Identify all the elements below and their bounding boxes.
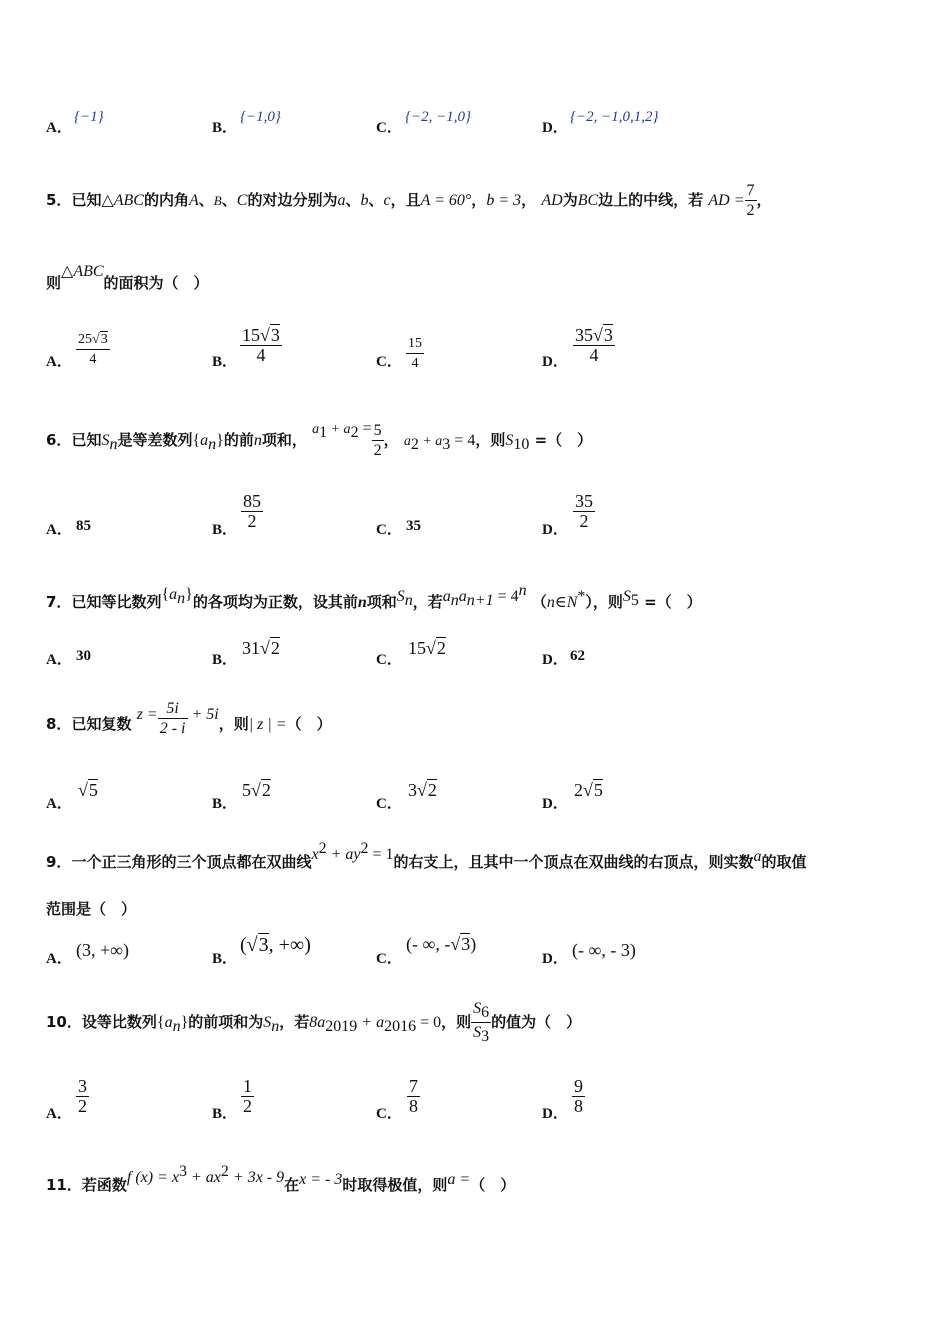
option-label-c: C． <box>376 1106 402 1122</box>
option-c-value: 15√2 <box>408 638 446 658</box>
option-b-value: {−1,0} <box>240 109 281 125</box>
numerator: 7 <box>409 1076 418 1096</box>
stem-text: ， <box>471 191 487 209</box>
stem-text: ，且 <box>390 191 421 209</box>
option-label-b: B． <box>212 120 238 136</box>
paren: ( <box>240 934 247 956</box>
fraction <box>471 999 491 1046</box>
option-label-c: C． <box>376 652 402 668</box>
option-label-b: B． <box>212 522 238 538</box>
option-label-c: C． <box>376 354 402 370</box>
superscript: * <box>577 588 586 605</box>
stem-text: ， <box>383 431 399 449</box>
option-label-b: B． <box>212 1106 238 1122</box>
option-c-value: 3√2 <box>408 780 437 800</box>
stem-text: 的各项均为正数，设其前 <box>192 593 358 611</box>
coef: 5 <box>242 780 251 800</box>
question-6-stem: 6．已知$S_n$是等差数列$\{a_n\}$的前n项和， $a_1 + a_2$ = $\frac{5}{2}$ ， $a_2 + a_3 = 4$，则$S_{10}$ =（ ） <box>46 420 593 459</box>
numerator: S <box>473 999 482 1017</box>
paren: (- ∞, - <box>406 934 451 954</box>
numerator: 35 <box>575 491 593 511</box>
denominator: 2 <box>78 1096 87 1116</box>
fraction <box>158 699 188 738</box>
superscript: 2 <box>360 840 369 857</box>
denominator: 4 <box>411 356 419 371</box>
option-label-b: B． <box>212 354 238 370</box>
math-condition: A = 60° <box>420 192 472 209</box>
option-b-value: 5√2 <box>242 780 271 800</box>
coef: 2 <box>574 780 583 800</box>
math-expr: = 4 <box>493 588 519 605</box>
stem-text: 已知 <box>71 191 102 209</box>
denominator: 2 <box>373 442 382 459</box>
stem-text: ），则 <box>585 593 623 611</box>
stem-text: ， <box>756 191 772 209</box>
radicand: 5 <box>593 780 603 800</box>
numerator: 5i <box>158 699 188 719</box>
math-expr: + a <box>418 434 443 449</box>
stem-text: 在 <box>284 1176 300 1194</box>
subscript: 2 <box>350 424 359 441</box>
math-expr: + 3x - 9 <box>228 1169 285 1186</box>
denominator: 4 <box>89 352 97 367</box>
radicand: 3 <box>603 325 613 345</box>
denominator: 2 <box>746 202 755 219</box>
stem-text: =（ ） <box>638 593 702 611</box>
option-b-fraction <box>241 1077 254 1116</box>
question-number: 7． <box>46 593 72 611</box>
math-expr: | z | = <box>248 716 287 733</box>
option-label-a: A． <box>46 120 72 136</box>
option-d-value: {−2, −1,0,1,2} <box>570 109 659 125</box>
math-expr: x = - 3 <box>299 1171 343 1188</box>
stem-text: ， <box>521 191 537 209</box>
coef: 3 <box>408 780 417 800</box>
stem-text: 项和， <box>261 431 307 449</box>
math-var: n <box>357 594 367 611</box>
math-var: A <box>189 192 199 209</box>
coef: 15 <box>408 638 426 658</box>
radicand: 2 <box>436 638 446 658</box>
radicand: 5 <box>88 780 98 800</box>
math-expr: = 1 <box>368 846 394 863</box>
numerator: 1 <box>243 1076 252 1096</box>
option-d-fraction <box>573 492 595 531</box>
math-expr: + ax <box>187 1169 221 1186</box>
stem-text: 、 <box>368 191 384 209</box>
math-var: BC <box>577 192 599 209</box>
superscript: 2 <box>220 1163 229 1180</box>
radicand: 2 <box>270 638 280 658</box>
option-label-c: C． <box>376 951 402 967</box>
subscript: 1 <box>319 424 328 441</box>
stem-text: 一个正三角形的三个顶点都在双曲线 <box>71 853 312 871</box>
stem-text: 时取得极值，则 <box>342 1176 448 1194</box>
option-d-value: 62 <box>570 648 585 664</box>
math-var: B <box>213 193 222 208</box>
math-var: n <box>253 432 262 449</box>
math-var: x <box>311 846 319 863</box>
radicand: 3 <box>461 934 471 954</box>
stem-text: 的对边分别为 <box>247 191 338 209</box>
math-expr: = <box>358 420 372 437</box>
coef: 35 <box>575 325 593 345</box>
paren: ) <box>470 934 477 954</box>
math-var: a <box>442 588 451 605</box>
stem-text: 已知等比数列 <box>71 593 162 611</box>
math-triangle: △ABC <box>101 192 144 209</box>
stem-text: ，则 <box>441 1013 472 1031</box>
option-d-value: 2√5 <box>574 780 603 800</box>
subscript: n <box>177 590 186 607</box>
radicand: 2 <box>261 780 271 800</box>
option-c-value: {−2, −1,0} <box>405 109 471 125</box>
math-var: a <box>403 434 411 449</box>
option-c-value: (- ∞, -√3) <box>406 934 477 954</box>
subscript: n <box>404 592 413 609</box>
denominator: 2 <box>247 511 257 531</box>
stem-text: 为 <box>562 191 578 209</box>
math-var: c <box>383 192 391 209</box>
option-label-b: B． <box>212 652 238 668</box>
stem-text: 、 <box>221 191 237 209</box>
option-label-d: D． <box>542 120 568 136</box>
stem-text: 的取值 <box>761 853 807 871</box>
math-var: a <box>458 588 467 605</box>
option-b-value: 31√2 <box>242 638 280 658</box>
subscript: n <box>271 1018 280 1035</box>
option-label-c: C． <box>376 522 402 538</box>
stem-text: 则 <box>46 274 62 292</box>
option-a-value: (3, +∞) <box>76 940 129 960</box>
math-expr: = 4 <box>450 432 476 449</box>
option-d-fraction <box>572 1077 585 1116</box>
stem-text: 、 <box>345 191 361 209</box>
numerator: 3 <box>78 1076 87 1096</box>
option-label-d: D． <box>542 951 568 967</box>
stem-text: 的值为（ ） <box>491 1013 582 1031</box>
radicand: 3 <box>258 934 269 956</box>
stem-text: 的面积为（ ） <box>103 274 209 292</box>
question-number: 10． <box>46 1013 82 1031</box>
subscript: n <box>208 436 217 453</box>
subscript: 2016 <box>384 1018 417 1035</box>
option-b-value: (√3, +∞) <box>240 934 311 956</box>
coef: 25 <box>78 332 92 347</box>
stem-text: 是等差数列 <box>117 431 193 449</box>
stem-text: 、 <box>198 191 214 209</box>
stem-text: 的前 <box>223 431 254 449</box>
option-a-value: 30 <box>76 648 91 664</box>
superscript: 3 <box>179 1163 187 1180</box>
option-label-c: C． <box>376 120 402 136</box>
subscript: n <box>109 436 118 453</box>
numerator: 9 <box>574 1076 583 1096</box>
question-number: 8． <box>46 715 72 733</box>
denominator: 2 <box>579 511 589 531</box>
question-5-stem <box>46 170 772 231</box>
option-b-fraction: $\frac{15√3}{4}$ <box>242 325 280 365</box>
question-number: 11． <box>46 1176 82 1194</box>
math-condition: n∈N <box>546 594 578 611</box>
option-a-value: 85 <box>76 518 91 534</box>
math-expr: + a <box>327 422 351 437</box>
stem-text: ，则 <box>475 431 506 449</box>
option-label-a: A． <box>46 951 72 967</box>
option-d-value: (- ∞, - 3) <box>572 940 636 960</box>
subscript: 3 <box>481 1028 490 1046</box>
coef: 15 <box>242 325 260 345</box>
radicand: 3 <box>270 325 280 345</box>
stem-text: ，若 <box>279 1013 310 1031</box>
question-8-stem <box>46 694 332 755</box>
question-9-stem-line2: 范围是（ ） <box>46 900 137 918</box>
subscript: 6 <box>481 1004 490 1021</box>
math-var: C <box>236 192 248 209</box>
math-condition: b = 3 <box>486 192 522 209</box>
paren: , +∞) <box>268 934 311 956</box>
math-expr: 8a <box>309 1014 326 1031</box>
stem-text: 边上的中线，若 <box>598 191 704 209</box>
superscript: n <box>518 582 527 599</box>
option-label-d: D． <box>542 1106 568 1122</box>
stem-text: 若函数 <box>81 1176 127 1194</box>
math-expr: + a <box>357 1014 385 1031</box>
question-11-stem <box>46 1155 515 1211</box>
denominator: 2 <box>243 1096 252 1116</box>
math-expr: z = <box>136 706 158 723</box>
option-label-d: D． <box>542 354 568 370</box>
subscript: 2 <box>410 436 419 453</box>
math-var: S <box>396 588 405 605</box>
math-expr: + ay <box>326 846 361 863</box>
radicand: 2 <box>427 780 437 800</box>
denominator: S <box>473 1024 482 1041</box>
math-expr: a = <box>447 1171 471 1188</box>
math-var: a <box>164 1014 173 1031</box>
stem-text: 已知 <box>71 431 102 449</box>
option-label-d: D． <box>542 796 568 812</box>
option-a-fraction <box>76 1077 89 1116</box>
stem-text: 项和 <box>366 593 397 611</box>
math-expr: f (x) = x <box>126 1169 179 1186</box>
denominator: 2 - i <box>159 720 186 737</box>
question-number: 9． <box>46 853 72 871</box>
numerator: 15 <box>406 334 424 354</box>
coef: 31 <box>242 638 260 658</box>
option-label-b: B． <box>212 796 238 812</box>
option-c-value: 35 <box>406 518 421 534</box>
question-7-stem: 7．已知等比数列$\{a_n\}$的各项均为正数，设其前n项和$S_n$，若$a_na_{n+1} = 4^n$ （n∈N*），则$S_5$ =（ ） <box>46 582 702 611</box>
math-var: AD <box>541 192 563 209</box>
math-var: b <box>360 192 369 209</box>
option-label-a: A． <box>46 796 72 812</box>
denominator: 4 <box>256 345 266 365</box>
stem-text: 设等比数列 <box>81 1013 157 1031</box>
subscript: n <box>172 1018 181 1035</box>
math-var: S <box>622 588 631 605</box>
math-var: a <box>337 192 346 209</box>
stem-text: ，则 <box>218 715 249 733</box>
math-var: AD = <box>708 192 745 209</box>
option-a-value: √5 <box>78 780 98 800</box>
question-9-stem <box>46 832 807 888</box>
option-label-a: A． <box>46 1106 72 1122</box>
radicand: 3 <box>100 332 108 347</box>
option-label-d: D． <box>542 522 568 538</box>
math-var: a <box>312 422 320 437</box>
option-label-b: B． <box>212 951 238 967</box>
subscript: 5 <box>630 592 639 609</box>
stem-text: ，若 <box>412 593 443 611</box>
option-a-fraction: $\frac{25√3}{4}$ <box>78 332 108 367</box>
fraction <box>372 421 384 460</box>
option-c-fraction <box>407 1077 420 1116</box>
subscript: 10 <box>513 436 530 453</box>
option-label-c: C． <box>376 796 402 812</box>
math-expr: + 5i <box>187 706 219 723</box>
numerator: 7 <box>746 182 755 199</box>
math-var: a <box>753 848 762 865</box>
math-var: a <box>169 586 178 603</box>
stem-text: 的右支上，且其中一个顶点在双曲线的右顶点，则实数 <box>393 853 754 871</box>
option-a-value: {−1} <box>74 109 104 125</box>
fraction <box>745 181 757 220</box>
denominator: 8 <box>574 1096 583 1116</box>
option-label-d: D． <box>542 652 568 668</box>
stem-text: （ ） <box>286 715 332 733</box>
superscript: 2 <box>318 840 327 857</box>
stem-text: 的前项和为 <box>188 1013 264 1031</box>
question-5-stem-line2 <box>46 258 209 309</box>
option-b-fraction <box>241 492 263 531</box>
math-var: S <box>505 432 514 449</box>
option-label-a: A． <box>46 522 72 538</box>
question-number: 6． <box>46 431 72 449</box>
question-number: 5． <box>46 191 72 209</box>
math-var: S <box>263 1014 272 1031</box>
option-d-fraction: $\frac{35√3}{4}$ <box>575 325 613 365</box>
math-triangle: △ABC <box>61 263 104 280</box>
stem-text: 的内角 <box>143 191 189 209</box>
option-c-fraction <box>406 334 424 373</box>
denominator: 4 <box>589 345 599 365</box>
question-10-stem: 10．设等比数列$\{a_n\}$的前项和为$S_n$，若$8a_{2019} + a_{2016} = 0$，则 $\frac{S_6}{S_3}$ 的值为（ ） <box>46 999 582 1046</box>
math-expr: = 0 <box>416 1014 442 1031</box>
stem-text: （ ） <box>470 1176 516 1194</box>
math-var: a <box>200 432 209 449</box>
denominator: 8 <box>409 1096 418 1116</box>
option-label-a: A． <box>46 354 72 370</box>
stem-text: 已知复数 <box>71 715 132 733</box>
subscript: n+1 <box>466 592 494 609</box>
subscript: n <box>450 592 459 609</box>
numerator: 5 <box>373 422 382 439</box>
option-label-a: A． <box>46 652 72 668</box>
subscript: 2019 <box>325 1018 358 1035</box>
math-var: S <box>101 432 110 449</box>
stem-text: =（ ） <box>529 431 593 449</box>
subscript: 3 <box>442 436 451 453</box>
stem-text: （ <box>531 593 547 611</box>
numerator: 85 <box>243 491 261 511</box>
